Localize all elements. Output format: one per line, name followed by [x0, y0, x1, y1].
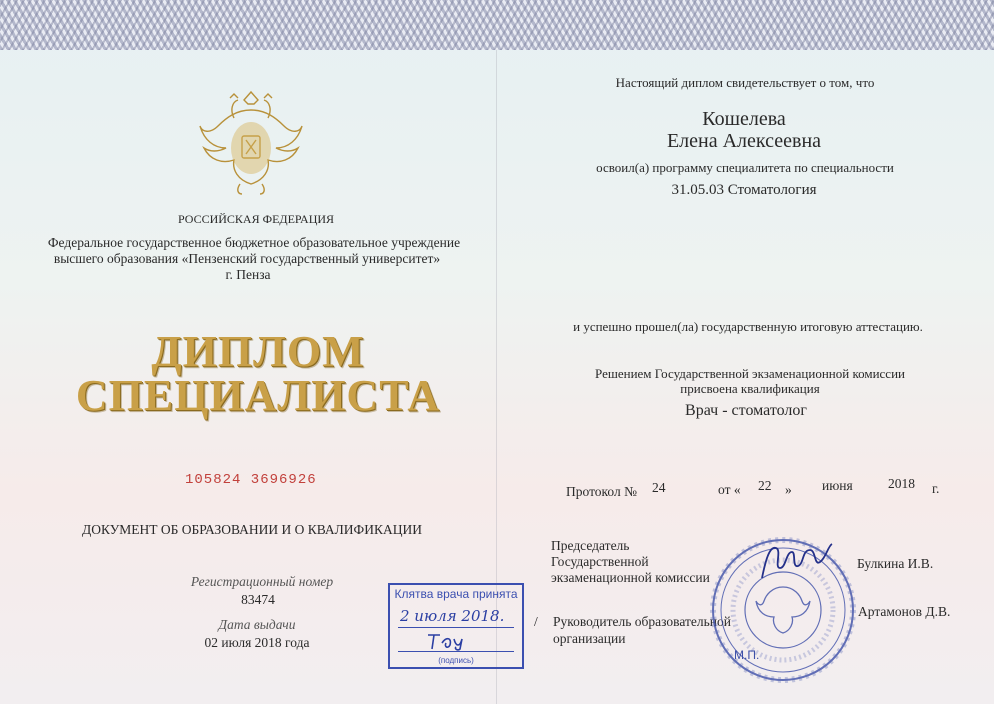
institution-line-1: Федеральное государственное бюджетное образовательное учреждение	[47, 235, 461, 250]
protocol-from-label: от «	[718, 482, 741, 497]
intro-text: Настоящий диплом свидетельствует о том, что	[615, 75, 875, 90]
oath-signature-icon	[424, 629, 484, 651]
graduate-surname: Кошелева	[702, 108, 786, 130]
diploma-title-line-2: СПЕЦИАЛИСТА	[75, 371, 441, 420]
institution-line-2: высшего образования «Пензенский государственный университет»	[53, 251, 441, 266]
oath-stamp-date: 2 июля 2018.	[400, 607, 505, 625]
security-band	[0, 0, 994, 50]
chair-name: Булкина И.В.	[857, 556, 934, 571]
oath-stamp-header: Клятва врача принята	[394, 587, 518, 601]
head-title	[553, 613, 731, 647]
issue-date-label: Дата выдачи	[218, 617, 296, 632]
oath-stamp-line-2	[398, 651, 514, 652]
serial-number: 105824 3696926	[185, 472, 317, 488]
institution-city: г. Пенза	[225, 267, 271, 282]
exam-text: и успешно прошел(ла) государственную итоговую аттестацию.	[573, 319, 923, 334]
head-name: Артамонов Д.В.	[858, 604, 951, 619]
separator-slash: /	[534, 614, 538, 629]
decision-line-1: Решением Государственной экзаменационной комиссии	[595, 366, 905, 381]
graduate-name: Елена Алексеевна	[666, 130, 822, 152]
program-text: освоил(а) программу специалитета по специальности	[596, 160, 894, 175]
decision-line-2: присвоена квалификация	[680, 381, 820, 396]
oath-stamp	[388, 583, 524, 669]
protocol-year-suffix: г.	[932, 481, 940, 496]
protocol-day: 22	[758, 478, 772, 493]
coat-of-arms-emblem	[196, 88, 306, 198]
registration-number: 83474	[241, 592, 275, 607]
document-type: ДОКУМЕНТ ОБ ОБРАЗОВАНИИ И О КВАЛИФИКАЦИИ	[82, 522, 422, 537]
head-line-1: Руководитель образовательной	[553, 614, 731, 629]
registration-label: Регистрационный номер	[190, 574, 334, 589]
chair-signature-icon	[756, 538, 836, 588]
qualification: Врач - стоматолог	[685, 402, 807, 419]
issue-date: 02 июля 2018 года	[204, 635, 310, 650]
oath-stamp-line	[398, 627, 514, 628]
chair-line-2: Государственной	[551, 554, 649, 569]
chair-line-3: экзаменационной комиссии	[551, 570, 710, 585]
head-line-2: организации	[553, 631, 626, 646]
country-name: РОССИЙСКАЯ ФЕДЕРАЦИЯ	[177, 212, 335, 226]
protocol-number: 24	[652, 480, 666, 495]
specialty: 31.05.03 Стоматология	[671, 182, 817, 198]
protocol-year: 2018	[888, 476, 915, 491]
chair-title	[551, 538, 710, 586]
protocol-day-close: »	[785, 482, 792, 497]
seal-mark: М.П.	[734, 648, 760, 662]
chair-line-1: Председатель	[551, 538, 630, 553]
protocol-label: Протокол №	[566, 484, 637, 499]
oath-stamp-caption: (подпись)	[438, 656, 474, 665]
diploma-title-line-1: ДИПЛОМ	[151, 327, 365, 376]
protocol-month: июня	[822, 478, 853, 493]
